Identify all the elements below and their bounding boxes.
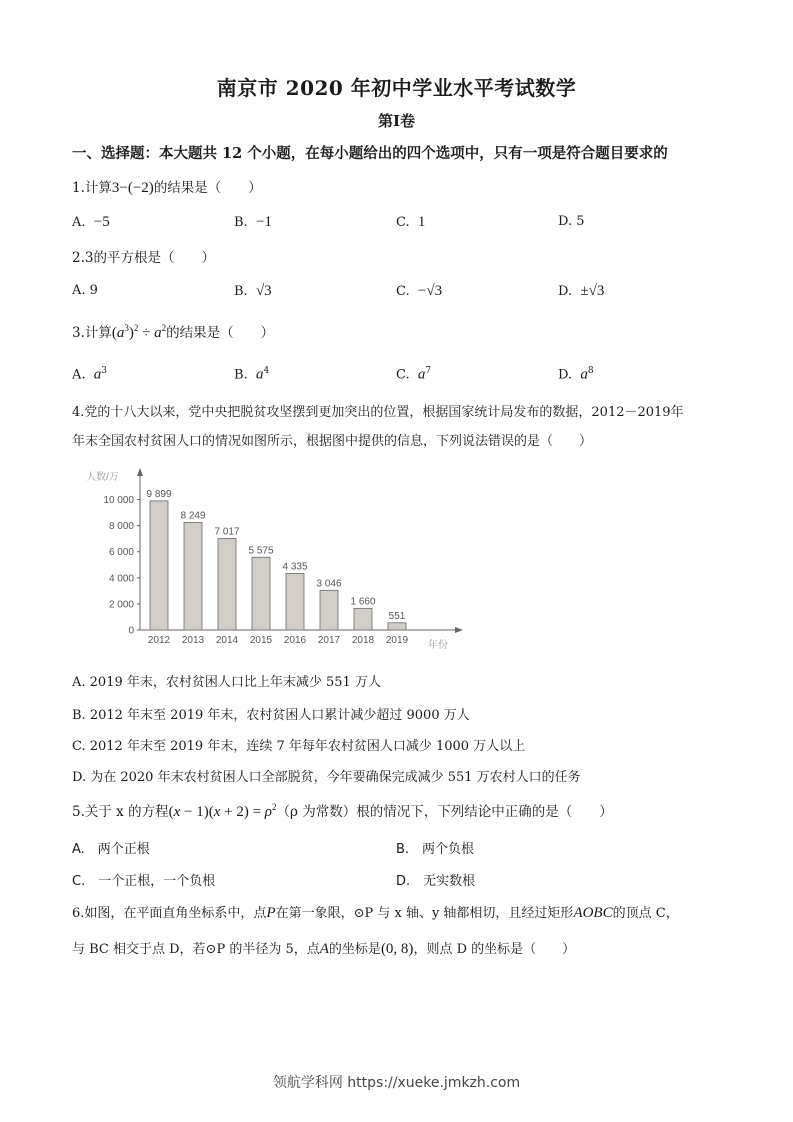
- q3-option-a: A. $a^3$: [72, 366, 108, 383]
- question-6-line-2: 与 BC 相交于点 D，若⊙P 的半径为 5，点A的坐标是(0, 8)，则点 D 的坐标是（ ）: [72, 941, 576, 957]
- volume-title: 第Ⅰ卷: [377, 112, 416, 130]
- bar-2013: [184, 522, 202, 630]
- footer-watermark: 领航学科网 https://xueke.jmkzh.com: [272, 1075, 521, 1091]
- x-tick-label: 2015: [249, 635, 273, 646]
- y-tick-label: 4 000: [108, 573, 134, 585]
- q5-equation: $(x - 1)(x + 2) = \rho^2$: [168, 802, 277, 820]
- page-title: 南京市 2020 年初中学业水平考试数学: [216, 76, 577, 100]
- q1-option-a: A. −5: [72, 214, 110, 230]
- x-axis-label: 年份: [428, 640, 448, 651]
- x-tick-label: 2012: [147, 635, 171, 646]
- q4-option-c: C. 2012 年末至 2019 年末，连续 7 年每年农村贫困人口减少 1000 万人以上: [72, 739, 526, 754]
- x-axis-arrow: [455, 627, 463, 633]
- chart-axes: [86, 468, 463, 651]
- bar-2018: [354, 608, 372, 630]
- bar-value-label: 3 046: [316, 578, 342, 590]
- question-4-line-2: 年末全国农村贫困人口的情况如图所示，根据图中提供的信息，下列说法错误的是（ ）: [72, 434, 593, 449]
- bar-2014: [218, 538, 236, 630]
- q5-option-b: B. 两个负根: [396, 842, 475, 857]
- bar-2015: [252, 557, 270, 630]
- bar-value-label: 1 660: [350, 596, 376, 608]
- q1-option-c: C. 1: [396, 214, 426, 230]
- question-5: 5.关于 x 的方程$(x - 1)(x + 2) = \rho^2(\rho$ 为常数）根的情况下，下列结论中正确的是（ ）: [72, 802, 613, 820]
- y-tick-label: 6 000: [108, 547, 134, 559]
- question-1: [72, 176, 262, 197]
- y-tick-label: 2 000: [108, 599, 134, 611]
- q4-option-a: A. 2019 年末，农村贫困人口比上年末减少 551 万人: [72, 675, 381, 690]
- q2-option-b: B. √3: [234, 283, 272, 299]
- q5-option-c: C. 一个正根，一个负根: [72, 874, 216, 889]
- bar-2017: [320, 590, 338, 630]
- bar-value-label: 9 899: [146, 488, 172, 500]
- y-tick-label: 10 000: [103, 495, 134, 507]
- q5-option-d: D. 无实数根: [396, 874, 476, 889]
- q1-expression: 3−(−2): [111, 180, 154, 196]
- q1-option-b: B. −1: [234, 214, 272, 230]
- bar-value-label: 5 575: [248, 545, 274, 557]
- q3-option-b: B. $a^4$: [234, 366, 270, 383]
- q4-option-d: D. 为在 2020 年末农村贫困人口全部脱贫，今年要确保完成减少 551 万农村人口的任务: [72, 770, 581, 785]
- x-tick-label: 2018: [351, 635, 375, 646]
- bar-value-label: 551: [388, 610, 406, 622]
- y-axis-arrow: [137, 468, 143, 476]
- x-tick-label: 2014: [215, 635, 239, 646]
- q3-expression: $(a^3)^2 \div a^2$: [111, 323, 167, 341]
- q2-option-a: A. 9: [72, 283, 98, 298]
- x-tick-label: 2017: [317, 635, 341, 646]
- x-tick-label: 2019: [385, 635, 409, 646]
- bar-2019: [388, 623, 406, 630]
- bar-value-label: 8 249: [180, 510, 206, 522]
- q4-option-b: B. 2012 年末至 2019 年末，农村贫困人口累计减少超过 9000 万人: [72, 708, 470, 723]
- q2-option-c: C. −√3: [396, 283, 443, 299]
- q1-suffix: 的结果是（ ）: [153, 180, 262, 196]
- section-heading: 一、选择题：本大题共 12 个小题，在每小题给出的四个选项中，只有一项是符合题目要求的: [72, 145, 668, 162]
- q3-option-d: D. $a^8$: [558, 366, 594, 383]
- bar-2012: [150, 501, 168, 630]
- bar-value-label: 7 017: [214, 526, 240, 538]
- q1-prefix: 1.计算: [72, 180, 112, 196]
- question-6-line-1: 6.如图，在平面直角坐标系中，点P在第一象限，⊙P 与 x 轴、y 轴都相切，且经过矩形AOBC的顶点 C，: [72, 905, 679, 921]
- question-4-line-1: 4.党的十八大以来，党中央把脱贫攻坚摆到更加突出的位置，根据国家统计局发布的数据，2012－2019年: [72, 405, 684, 420]
- bar-2016: [286, 573, 304, 630]
- q3-option-c: C. $a^7$: [396, 366, 432, 383]
- poverty-bar-chart: [80, 462, 480, 652]
- q5-option-a: A. 两个正根: [72, 842, 150, 857]
- q2-option-d: D. ±√3: [558, 283, 605, 299]
- x-tick-label: 2013: [181, 635, 205, 646]
- x-tick-label: 2016: [283, 635, 307, 646]
- bar-value-label: 4 335: [282, 561, 308, 573]
- question-2: 2.3的平方根是（ ）: [72, 250, 215, 266]
- y-tick-label: 0: [128, 625, 134, 637]
- q1-option-d: D. 5: [558, 214, 585, 229]
- y-tick-label: 8 000: [108, 521, 134, 533]
- y-axis-label: 人数/万: [86, 472, 119, 483]
- question-3: 3.计算$(a^3)^2 \div a^2$的结果是（ ）: [72, 323, 275, 341]
